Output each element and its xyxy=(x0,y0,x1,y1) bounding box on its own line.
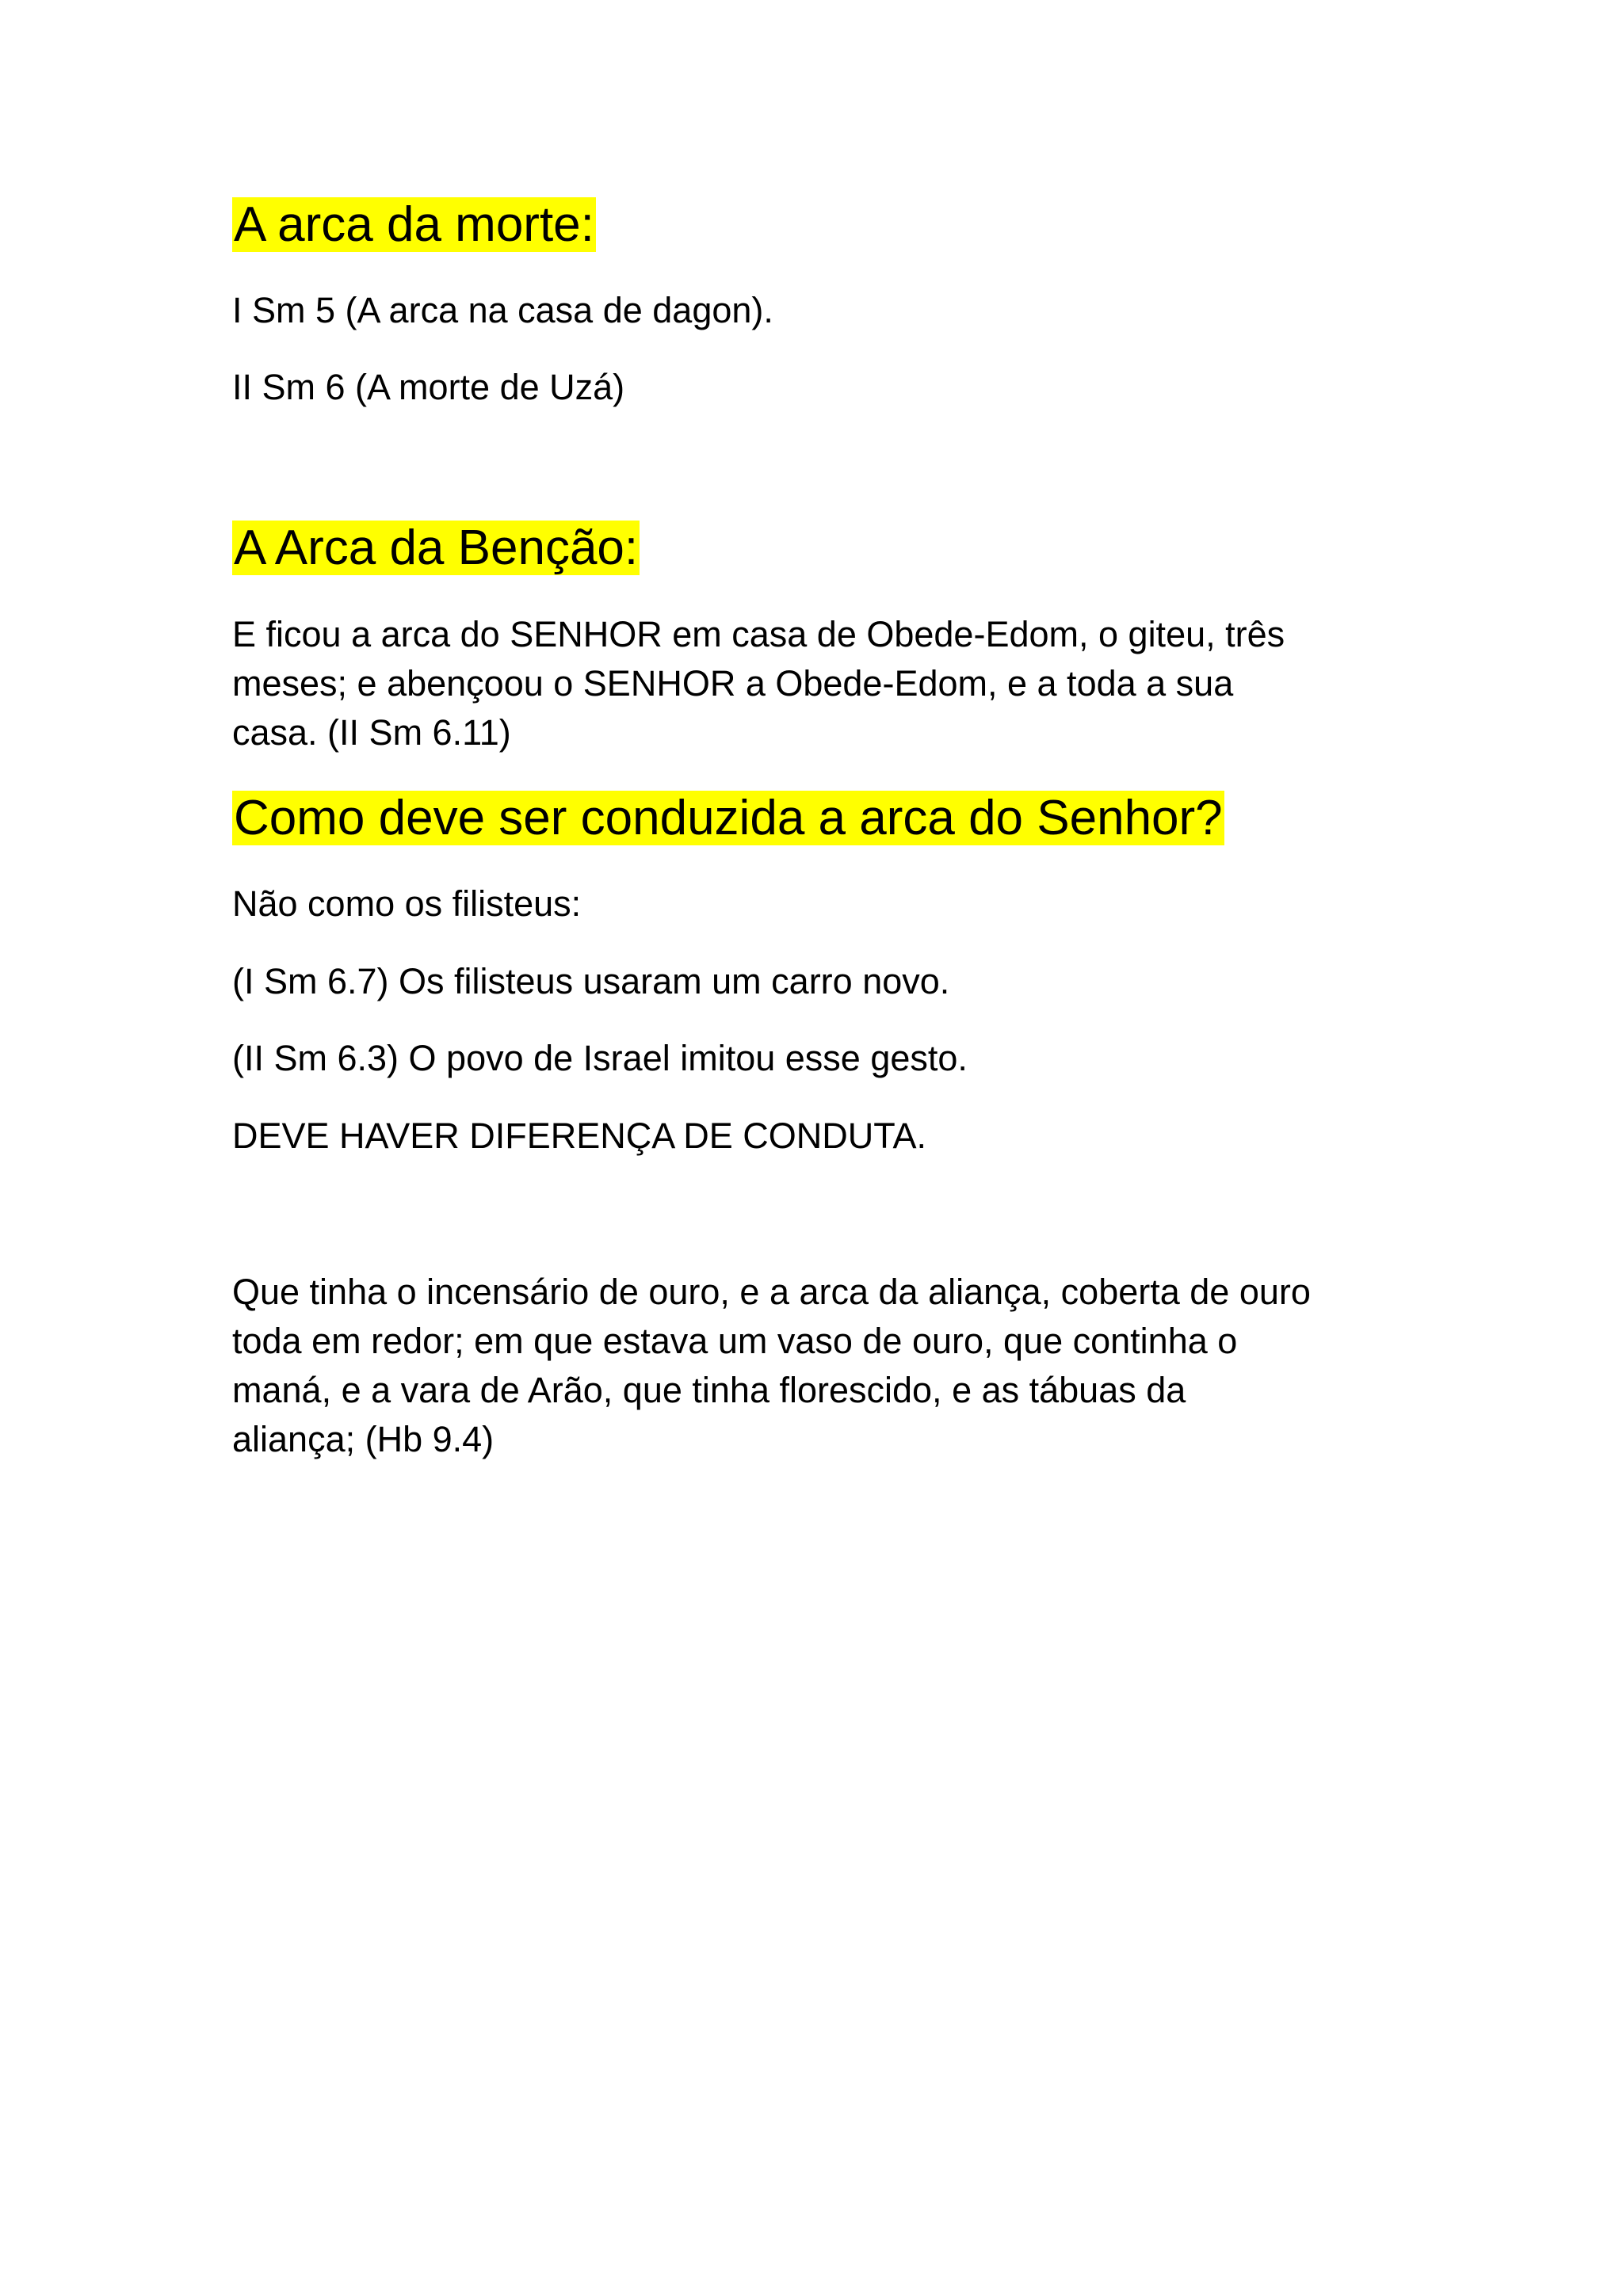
heading-highlight: A arca da morte: xyxy=(234,197,594,252)
heading-arca-da-morte xyxy=(232,196,596,254)
text-line: (II Sm 6.3) O povo de Israel imitou esse gesto. xyxy=(232,1038,968,1078)
heading-highlight: Como deve ser conduzida a arca do Senhor? xyxy=(234,791,1223,845)
text-line: (I Sm 6.7) Os filisteus usaram um carro novo. xyxy=(232,961,950,1001)
heading-highlight: A Arca da Benção: xyxy=(234,521,639,575)
text-line: DEVE HAVER DIFERENÇA DE CONDUTA. xyxy=(232,1116,926,1156)
heading-como-deve-ser-conduzida xyxy=(232,789,1224,848)
reference-line: II Sm 6 (A morte de Uzá) xyxy=(232,367,625,407)
verse-paragraph: Que tinha o incensário de ouro, e a arca da aliança, coberta de ouro toda em redor; em que estava um vaso de ouro, que continha o maná, e a vara de Arão, que tinha florescido, e as tábuas da aliança; (Hb 9.4) xyxy=(232,1272,1311,1459)
heading-arca-da-bencao xyxy=(232,519,640,578)
text-line: Não como os filisteus: xyxy=(232,883,582,924)
reference-line: I Sm 5 (A arca na casa de dagon). xyxy=(232,290,773,330)
verse-paragraph: E ficou a arca do SENHOR em casa de Obede-Edom, o giteu, três meses; e abençoou o SENHOR a Obede-Edom, e a toda a sua casa. (II Sm 6.11) xyxy=(232,614,1285,753)
